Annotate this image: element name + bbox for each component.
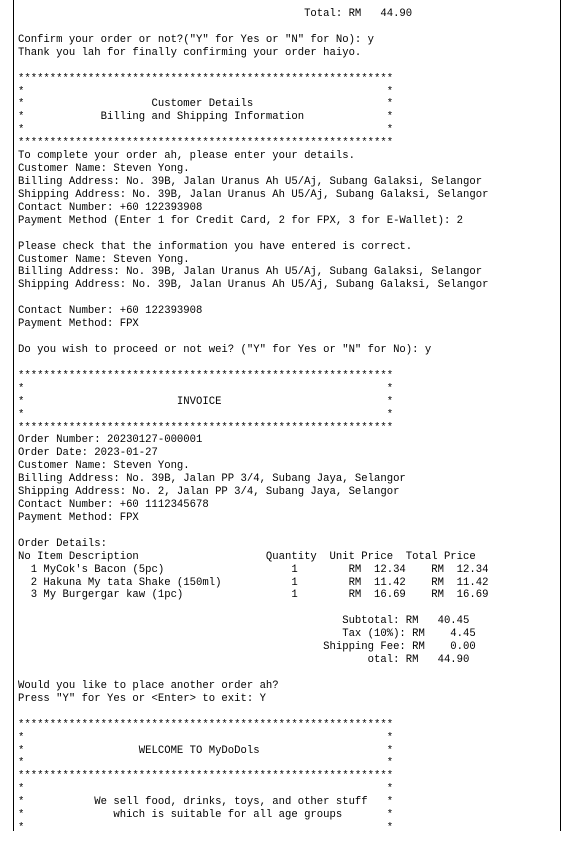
console-line: Order Details: — [18, 537, 108, 550]
console-output — [18, 8, 558, 835]
console-line — [18, 292, 558, 305]
console-line: * * — [18, 408, 394, 421]
console-line: Customer Name: Steven Yong. — [18, 163, 190, 176]
console-line: * Billing and Shipping Information * — [18, 111, 394, 124]
console-line: Total: RM 44.90 — [18, 8, 413, 20]
console-line: Press "Y" for Yes or <Enter> to exit: Y — [18, 692, 266, 705]
console-left-border — [13, 0, 14, 831]
console-line: *********************************************************** — [18, 72, 394, 85]
console-line: * * — [18, 731, 394, 744]
console-line: * * — [18, 783, 394, 796]
console-line: Thank you lah for finally confirming your order haiyo. — [18, 46, 362, 59]
console-line: Shipping Address: No. 2, Jalan PP 3/4, Subang Jaya, Selangor — [18, 486, 400, 499]
console-line: *********************************************************** — [18, 421, 394, 434]
console-line: * We sell food, drinks, toys, and other stuff * — [18, 796, 394, 809]
console-line: Subtotal: RM 40.45 — [18, 615, 470, 628]
console-line: * * — [18, 382, 394, 395]
console-line: Order Number: 20230127-000001 — [18, 434, 203, 447]
console-line: * WELCOME TO MyDoDols * — [18, 744, 394, 757]
console-line: Contact Number: +60 122393908 — [18, 201, 203, 214]
console-line — [18, 60, 558, 73]
console-line: 3 My Burgergar kaw (1pc) 1 RM 16.69 RM 16.69 — [18, 589, 489, 602]
console-line: *********************************************************** — [18, 770, 394, 783]
console-line — [18, 706, 558, 719]
console-line: *********************************************************** — [18, 137, 394, 150]
console-line: Customer Name: Steven Yong. — [18, 460, 190, 473]
console-line: Order Date: 2023-01-27 — [18, 447, 158, 460]
console-line: No Item Description Quantity Unit Price Total Price — [18, 550, 476, 563]
console-line: Do you wish to proceed or not wei? ("Y" for Yes or "N" for No): y — [18, 343, 432, 356]
console-line: Customer Name: Steven Yong. — [18, 253, 190, 266]
console-line: Tax (10%): RM 4.45 — [18, 628, 476, 641]
console-line — [18, 21, 558, 34]
console-line: Payment Method: FPX — [18, 318, 139, 331]
console-line: * which is suitable for all age groups * — [18, 809, 394, 822]
console-line — [18, 525, 558, 538]
console-line: 2 Hakuna My tata Shake (150ml) 1 RM 11.42 RM 11.42 — [18, 576, 489, 589]
console-line: otal: RM 44.90 — [18, 654, 470, 667]
console-line: Billing Address: No. 39B, Jalan PP 3/4, Subang Jaya, Selangor — [18, 473, 406, 486]
console-line: Billing Address: No. 39B, Jalan Uranus Ah U5/Aj, Subang Galaksi, Selangor — [18, 266, 483, 279]
console-line: 1 MyCok's Bacon (5pc) 1 RM 12.34 RM 12.34 — [18, 563, 489, 576]
console-line: Payment Method (Enter 1 for Credit Card, 2 for FPX, 3 for E-Wallet): 2 — [18, 214, 464, 227]
console-line: *********************************************************** — [18, 718, 394, 731]
console-line: *********************************************************** — [18, 369, 394, 382]
console-line: Payment Method: FPX — [18, 511, 139, 524]
console-line: * * — [18, 757, 394, 770]
console-line: Please check that the information you have entered is correct. — [18, 240, 413, 253]
console-line: Would you like to place another order ah? — [18, 679, 279, 692]
console-line — [18, 228, 558, 241]
console-line: Contact Number: +60 122393908 — [18, 305, 203, 318]
console-line — [18, 602, 558, 615]
console-right-border — [560, 0, 561, 831]
console-line: Shipping Address: No. 39B, Jalan Uranus Ah U5/Aj, Subang Galaksi, Selangor — [18, 188, 489, 201]
console-line: Shipping Address: No. 39B, Jalan Uranus Ah U5/Aj, Subang Galaksi, Selangor — [18, 279, 489, 292]
console-line — [18, 331, 558, 344]
console-line: Billing Address: No. 39B, Jalan Uranus Ah U5/Aj, Subang Galaksi, Selangor — [18, 175, 483, 188]
console-line: Shipping Fee: RM 0.00 — [18, 641, 476, 654]
console-line: * Customer Details * — [18, 98, 394, 111]
console-line: Confirm your order or not?("Y" for Yes or "N" for No): y — [18, 33, 375, 46]
console-line — [18, 667, 558, 680]
console-line: To complete your order ah, please enter your details. — [18, 150, 355, 163]
console-line — [18, 357, 558, 370]
console-line: * INVOICE * — [18, 395, 394, 408]
console-line: * * — [18, 822, 394, 835]
console-line: * * — [18, 124, 394, 137]
console-line: * * — [18, 85, 394, 98]
console-line: Contact Number: +60 1112345678 — [18, 499, 209, 512]
